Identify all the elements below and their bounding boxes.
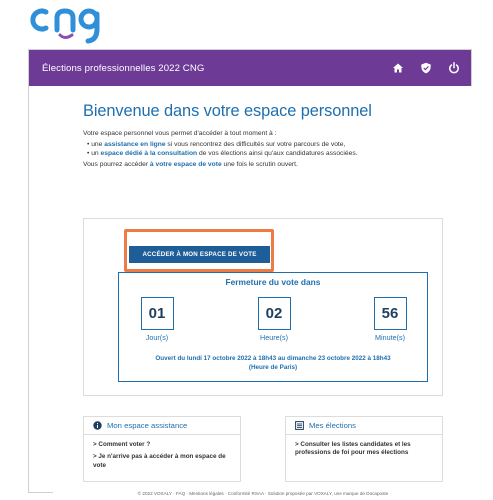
access-vote-space-button[interactable]: ACCÉDER À MON ESPACE DE VOTE [129,246,270,263]
page-footer: © 2022 VOXALY · FAQ · Mentions légales · Conformité RSAA · Solution proposée par VOXALY, une marque de Docaposte [137,491,389,496]
countdown-hours [250,297,298,342]
assistance-link[interactable]: assistance en ligne [104,140,166,148]
countdown-title: Fermeture du vote dans [225,277,321,287]
intro-text [83,129,493,169]
elections-card-body [286,435,442,458]
assistance-card [83,416,241,482]
hours-label: Heure(s) [260,333,288,342]
intro-bullet-consultation: • un espace dédié à la consultation de vos élections ainsi qu'aux candidatures associées. [87,149,493,159]
list-icon [295,421,304,430]
content-container [83,92,493,496]
assistance-card-header [84,417,240,435]
countdown-minutes [366,297,414,342]
assistance-card-title: Mon espace assistance [107,421,188,430]
minutes-label: Minute(s) [375,333,405,342]
faq-how-to-vote-link[interactable]: > Comment voter ? [93,441,151,448]
opening-period-dates: Ouvert du lundi 17 octobre 2022 à 18h43 au dimanche 23 octobre 2022 à 18h43 [155,355,391,362]
power-icon[interactable] [447,61,461,75]
intro-line: Votre espace personnel vous permet d'accéder à tout moment à : [83,130,277,137]
top-bar [29,50,471,86]
app-window [28,49,472,496]
main-content [53,86,473,494]
days-label: Jour(s) [145,333,169,342]
minutes-value: 56 [374,297,407,330]
page-header-title: Élections professionnelles 2022 CNG [42,62,205,74]
intro-vote-line: Vous pourrez accéder à votre espace de vote une fois le scrutin ouvert. [83,160,298,168]
cng-logo-mark [32,2,132,44]
elections-card [285,416,443,482]
vote-space-link[interactable]: à votre espace de vote [149,160,222,168]
hours-value: 02 [258,297,291,330]
page-title: Bienvenue dans votre espace personnel [83,102,372,120]
intro-bullet-assistance: • une assistance en ligne si vous rencontrez des difficultés sur votre parcours de vote, [87,140,493,150]
opening-period-timezone: (Heure de Paris) [248,363,298,371]
vote-panel [83,218,443,396]
info-icon [93,421,102,430]
elections-card-title: Mes élections [309,421,356,430]
faq-cannot-access-link[interactable]: > Je n'arrive pas à accéder à mon espace de vote [93,453,226,469]
countdown-panel [118,272,428,382]
intro-list [83,140,493,159]
candidate-lists-link[interactable]: > Consulter les listes candidates et les professions de foi pour mes élections [295,441,411,457]
elections-card-header [286,417,442,435]
consultation-link[interactable]: espace dédié à la consultation [100,150,198,158]
cng-logo [32,2,132,44]
countdown-units [119,297,427,349]
countdown-days [133,297,181,342]
shield-icon[interactable] [419,61,433,75]
assistance-card-body [84,435,240,470]
opening-period [119,355,427,372]
top-bar-actions [391,61,461,75]
home-icon[interactable] [391,61,405,75]
days-value: 01 [141,297,174,330]
